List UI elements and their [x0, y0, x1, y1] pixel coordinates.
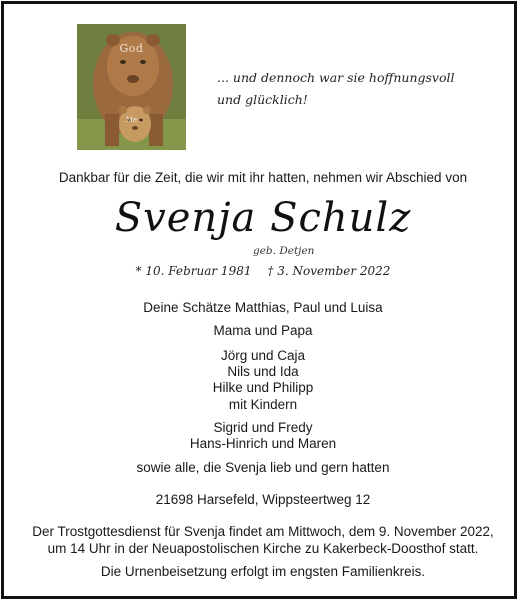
quote-line-1: ... und dennoch war sie hoffnungsvoll: [217, 70, 455, 85]
born-name: geb. Detjen: [253, 245, 315, 257]
intro-text: Dankbar für die Zeit, die wir mit ihr hatten, nehmen wir Abschied von: [58, 170, 468, 185]
deceased-name: Svenja Schulz: [114, 195, 412, 241]
mourner-line: Jörg und Caja: [220, 348, 306, 363]
lioness-with-cub-photo: [77, 24, 186, 150]
mourner-line: mit Kindern: [228, 397, 298, 412]
mourner-line: Deine Schätze Matthias, Paul und Luisa: [143, 300, 383, 315]
mourner-line: Sigrid und Fredy: [213, 420, 313, 435]
quote: [217, 67, 455, 111]
obituary-frame: [1, 1, 517, 599]
mourner-line: sowie alle, die Svenja lieb und gern hatten: [136, 460, 390, 475]
address: 21698 Harsefeld, Wippsteertweg 12: [155, 492, 371, 507]
service-line-1: Der Trostgottesdienst für Svenja findet am Mittwoch, dem 9. November 2022,: [32, 524, 494, 539]
photo-overlay-me: Me: [125, 116, 138, 124]
service-notice: [4, 523, 517, 557]
mourner-line: Mama und Papa: [213, 323, 313, 338]
life-dates: [4, 264, 517, 278]
service-line-2: um 14 Uhr in der Neuapostolischen Kirche zu Kakerbeck-Doosthof statt.: [47, 541, 479, 556]
mourner-line: Hilke und Philipp: [212, 380, 314, 395]
urn-notice: Die Urnenbeisetzung erfolgt im engsten Familienkreis.: [100, 564, 426, 579]
quote-line-2: und glücklich!: [217, 92, 308, 107]
birth-date: * 10. Februar 1981: [135, 264, 252, 278]
mourner-line: Nils und Ida: [227, 364, 299, 379]
mourner-line: Hans-Hinrich und Maren: [189, 436, 337, 451]
death-date: † 3. November 2022: [267, 264, 391, 278]
photo-overlay-god: God: [119, 42, 144, 55]
